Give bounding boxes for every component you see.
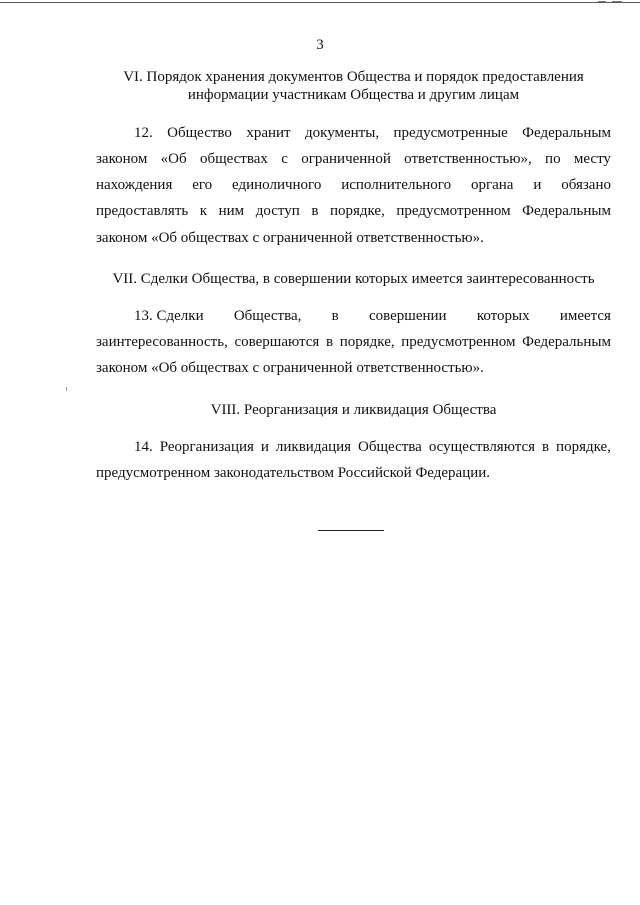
scan-top-edge [0, 2, 640, 3]
word: порядке, [329, 203, 385, 219]
word: в [331, 308, 339, 324]
word: 13. Сделки [134, 308, 204, 324]
word: имеется [559, 308, 611, 324]
section-6-paragraph-line-3 [96, 176, 611, 194]
word: 14. [134, 439, 153, 455]
word: с [281, 151, 288, 167]
end-of-text-rule [318, 530, 384, 531]
word: доступ [255, 203, 300, 219]
word: ограниченной [301, 151, 391, 167]
word: Федеральным [522, 334, 611, 350]
word: порядке, [556, 439, 611, 455]
word: заинтересованность, [96, 334, 228, 350]
word: хранит [246, 125, 291, 141]
scan-speck [66, 387, 67, 391]
word: единоличного [232, 177, 322, 193]
word: «Об [160, 151, 187, 167]
word: Федеральным [522, 125, 611, 141]
section-6-heading-line-2: информации участникам Общества и другим лицам [187, 87, 520, 103]
word: Общества [358, 439, 422, 455]
word: органа [470, 177, 514, 193]
word: Общества, [233, 308, 302, 324]
word: Реорганизация [159, 439, 254, 455]
word: предусмотренные [393, 125, 508, 141]
word: осуществляются [428, 439, 536, 455]
section-6-paragraph-line-4 [96, 202, 611, 220]
word: в [325, 334, 334, 350]
word: его [192, 177, 213, 193]
word: порядке, [339, 334, 395, 350]
section-7-paragraph-line-1 [134, 307, 611, 325]
section-8-heading: VIII. Реорганизация и ликвидация Общества [210, 402, 497, 418]
word: исполнительного [341, 177, 452, 193]
word: в [311, 203, 319, 219]
word: обществах [199, 151, 268, 167]
section-7-paragraph-line-2 [96, 333, 611, 351]
page-number: 3 [316, 37, 324, 53]
word: совершении [368, 308, 447, 324]
word: Общество [167, 125, 232, 141]
word: ответственностью», [404, 151, 532, 167]
word: предусмотренном [396, 203, 511, 219]
word: и [260, 439, 269, 455]
word: ним [218, 203, 245, 219]
word: Федеральным [522, 203, 611, 219]
word: документы, [305, 125, 380, 141]
word: 12. [134, 125, 153, 141]
section-8-paragraph-line-1 [134, 438, 611, 456]
section-6-paragraph-line-5: законом «Об обществах с ограниченной ответственностью». [96, 230, 484, 246]
word: к [199, 203, 208, 219]
word: предоставлять [96, 203, 189, 219]
word: по [545, 151, 561, 167]
word: которых [476, 308, 530, 324]
section-6-paragraph-line-1 [134, 124, 611, 142]
word: в [541, 439, 550, 455]
word: обязано [561, 177, 611, 193]
section-8-paragraph-line-2: предусмотренном законодательством Российской Федерации. [96, 465, 491, 481]
section-6-paragraph-line-2 [96, 150, 611, 168]
scan-mark [598, 1, 606, 2]
word: совершаются [234, 334, 320, 350]
word: нахождения [96, 177, 173, 193]
word: ликвидация [275, 439, 352, 455]
scan-mark [612, 1, 622, 2]
section-7-paragraph-line-3: законом «Об обществах с ограниченной ответственностью». [96, 360, 484, 376]
word: и [533, 177, 542, 193]
word: предусмотренном [401, 334, 516, 350]
word: месту [573, 151, 611, 167]
section-7-heading: VII. Сделки Общества, в совершении которых имеется заинтересованность [112, 271, 595, 287]
section-6-heading-line-1: VI. Порядок хранения документов Общества и порядок предоставления [123, 69, 584, 85]
word: законом [96, 151, 148, 167]
